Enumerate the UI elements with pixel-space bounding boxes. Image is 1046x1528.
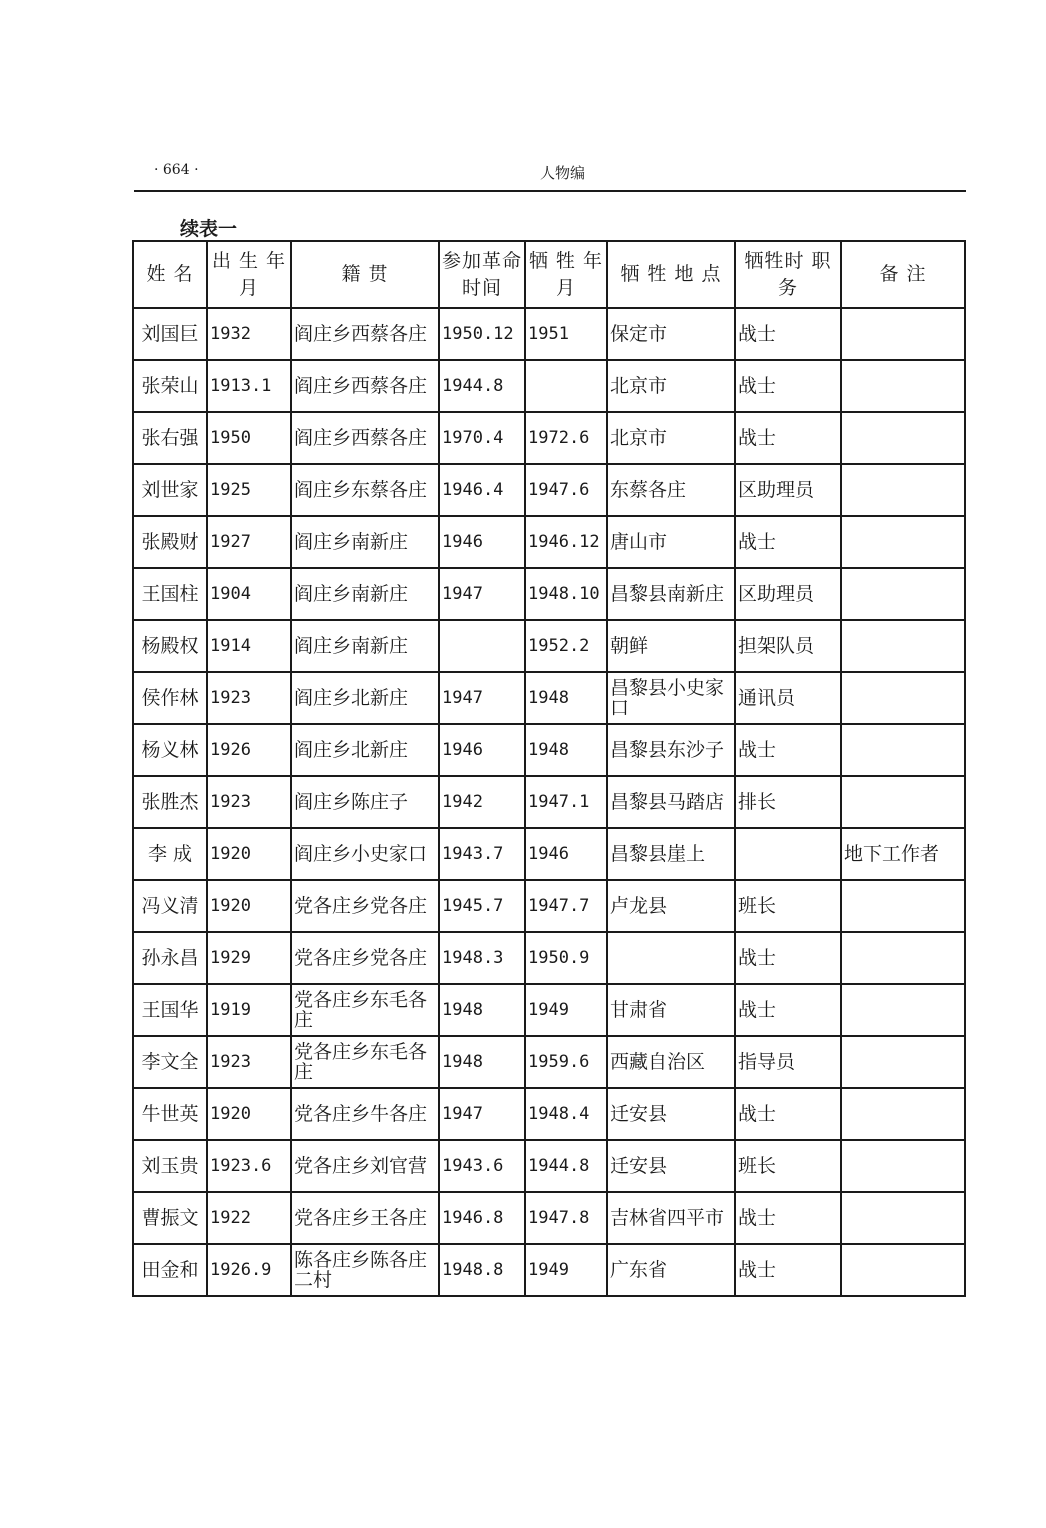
cell-death-date: 1947.7 — [525, 880, 607, 932]
cell-note — [841, 568, 965, 620]
cell-duty: 指导员 — [735, 1036, 841, 1088]
table-row — [133, 672, 965, 724]
table-row — [133, 984, 965, 1036]
cell-birth: 1923.6 — [207, 1140, 291, 1192]
cell-origin: 陈各庄乡陈各庄二村 — [291, 1244, 439, 1296]
cell-duty: 战士 — [735, 1244, 841, 1296]
cell-death-date: 1948 — [525, 672, 607, 724]
table-row — [133, 1244, 965, 1296]
cell-join-date: 1947 — [439, 1088, 525, 1140]
cell-duty: 战士 — [735, 308, 841, 360]
column-header-join-date: 参加革命时间 — [439, 241, 525, 308]
cell-origin: 阎庄乡南新庄 — [291, 620, 439, 672]
cell-duty: 战士 — [735, 360, 841, 412]
cell-death-date: 1947.1 — [525, 776, 607, 828]
cell-duty: 担架队员 — [735, 620, 841, 672]
cell-note — [841, 672, 965, 724]
cell-duty: 班长 — [735, 880, 841, 932]
table-row — [133, 880, 965, 932]
cell-death-place: 东蔡各庄 — [607, 464, 735, 516]
cell-note — [841, 308, 965, 360]
cell-note — [841, 932, 965, 984]
cell-death-place: 昌黎县东沙子 — [607, 724, 735, 776]
column-header-name: 姓 名 — [133, 241, 207, 308]
cell-name: 侯作林 — [133, 672, 207, 724]
cell-death-place: 北京市 — [607, 360, 735, 412]
cell-origin: 阎庄乡南新庄 — [291, 568, 439, 620]
table-row — [133, 1140, 965, 1192]
cell-death-date: 1959.6 — [525, 1036, 607, 1088]
column-header-duty: 牺牲时 职 务 — [735, 241, 841, 308]
cell-origin: 党各庄乡东毛各庄 — [291, 984, 439, 1036]
cell-death-place: 卢龙县 — [607, 880, 735, 932]
table-row — [133, 724, 965, 776]
cell-death-date: 1949 — [525, 1244, 607, 1296]
cell-origin: 阎庄乡小史家口 — [291, 828, 439, 880]
table-row — [133, 776, 965, 828]
cell-birth: 1922 — [207, 1192, 291, 1244]
cell-death-place: 迁安县 — [607, 1088, 735, 1140]
table-caption: 续表一 — [180, 218, 238, 240]
cell-birth: 1920 — [207, 880, 291, 932]
martyrs-table — [132, 240, 966, 1297]
cell-note — [841, 1088, 965, 1140]
cell-death-place: 昌黎县小史家口 — [607, 672, 735, 724]
cell-death-date: 1950.9 — [525, 932, 607, 984]
column-header-origin: 籍 贯 — [291, 241, 439, 308]
cell-birth: 1920 — [207, 1088, 291, 1140]
cell-origin: 阎庄乡南新庄 — [291, 516, 439, 568]
cell-name: 冯义清 — [133, 880, 207, 932]
cell-death-date — [525, 360, 607, 412]
cell-name: 王国华 — [133, 984, 207, 1036]
cell-name: 张右强 — [133, 412, 207, 464]
cell-duty: 战士 — [735, 1192, 841, 1244]
table-row — [133, 360, 965, 412]
cell-origin: 党各庄乡刘官营 — [291, 1140, 439, 1192]
cell-birth: 1913.1 — [207, 360, 291, 412]
column-header-death-place: 牺 牲 地 点 — [607, 241, 735, 308]
cell-name: 曹振文 — [133, 1192, 207, 1244]
cell-note — [841, 776, 965, 828]
cell-death-place: 保定市 — [607, 308, 735, 360]
cell-note — [841, 724, 965, 776]
cell-birth: 1926 — [207, 724, 291, 776]
table-header-row — [133, 241, 965, 308]
cell-duty: 区助理员 — [735, 464, 841, 516]
cell-birth: 1932 — [207, 308, 291, 360]
cell-birth: 1920 — [207, 828, 291, 880]
column-header-death-date: 牺 牲 年 月 — [525, 241, 607, 308]
cell-join-date: 1950.12 — [439, 308, 525, 360]
table-row — [133, 464, 965, 516]
cell-death-date: 1946.12 — [525, 516, 607, 568]
cell-death-date: 1951 — [525, 308, 607, 360]
cell-origin: 党各庄乡党各庄 — [291, 932, 439, 984]
cell-birth: 1925 — [207, 464, 291, 516]
cell-join-date: 1943.6 — [439, 1140, 525, 1192]
cell-name: 李 成 — [133, 828, 207, 880]
cell-join-date: 1945.7 — [439, 880, 525, 932]
header-rule — [134, 190, 966, 192]
cell-origin: 阎庄乡西蔡各庄 — [291, 360, 439, 412]
cell-death-place: 西藏自治区 — [607, 1036, 735, 1088]
cell-name: 刘世家 — [133, 464, 207, 516]
cell-birth: 1923 — [207, 1036, 291, 1088]
cell-death-place: 昌黎县南新庄 — [607, 568, 735, 620]
cell-note — [841, 1140, 965, 1192]
cell-death-date: 1952.2 — [525, 620, 607, 672]
cell-note — [841, 516, 965, 568]
cell-name: 王国柱 — [133, 568, 207, 620]
table-row — [133, 516, 965, 568]
table-row — [133, 1088, 965, 1140]
cell-death-place: 朝鲜 — [607, 620, 735, 672]
cell-name: 杨义林 — [133, 724, 207, 776]
cell-duty: 区助理员 — [735, 568, 841, 620]
cell-join-date: 1948.3 — [439, 932, 525, 984]
cell-origin: 阎庄乡西蔡各庄 — [291, 412, 439, 464]
cell-name: 杨殿权 — [133, 620, 207, 672]
cell-name: 牛世英 — [133, 1088, 207, 1140]
cell-death-date: 1948.10 — [525, 568, 607, 620]
cell-death-place: 昌黎县崖上 — [607, 828, 735, 880]
cell-join-date: 1944.8 — [439, 360, 525, 412]
cell-birth: 1926.9 — [207, 1244, 291, 1296]
cell-note — [841, 880, 965, 932]
cell-name: 李文全 — [133, 1036, 207, 1088]
cell-death-date: 1947.6 — [525, 464, 607, 516]
cell-death-place: 甘肃省 — [607, 984, 735, 1036]
cell-name: 刘玉贵 — [133, 1140, 207, 1192]
cell-death-date: 1946 — [525, 828, 607, 880]
cell-note — [841, 620, 965, 672]
cell-death-place: 唐山市 — [607, 516, 735, 568]
cell-origin: 阎庄乡东蔡各庄 — [291, 464, 439, 516]
cell-join-date: 1948 — [439, 984, 525, 1036]
cell-death-date: 1948 — [525, 724, 607, 776]
cell-death-place: 广东省 — [607, 1244, 735, 1296]
cell-birth: 1927 — [207, 516, 291, 568]
cell-note — [841, 984, 965, 1036]
cell-birth: 1919 — [207, 984, 291, 1036]
cell-origin: 阎庄乡陈庄子 — [291, 776, 439, 828]
cell-death-date: 1948.4 — [525, 1088, 607, 1140]
cell-duty: 战士 — [735, 516, 841, 568]
cell-name: 张荣山 — [133, 360, 207, 412]
cell-death-place: 昌黎县马踏店 — [607, 776, 735, 828]
cell-origin: 党各庄乡王各庄 — [291, 1192, 439, 1244]
cell-birth: 1950 — [207, 412, 291, 464]
table-body — [133, 308, 965, 1296]
cell-join-date: 1946.4 — [439, 464, 525, 516]
cell-join-date: 1946 — [439, 724, 525, 776]
cell-join-date: 1970.4 — [439, 412, 525, 464]
cell-origin: 党各庄乡党各庄 — [291, 880, 439, 932]
cell-death-place: 迁安县 — [607, 1140, 735, 1192]
cell-duty: 战士 — [735, 984, 841, 1036]
cell-name: 张殿财 — [133, 516, 207, 568]
cell-birth: 1904 — [207, 568, 291, 620]
cell-join-date: 1947 — [439, 672, 525, 724]
cell-death-date: 1944.8 — [525, 1140, 607, 1192]
cell-join-date: 1947 — [439, 568, 525, 620]
cell-join-date — [439, 620, 525, 672]
table-row — [133, 1036, 965, 1088]
section-title: 人物编 — [540, 164, 586, 182]
cell-death-date: 1947.8 — [525, 1192, 607, 1244]
cell-note: 地下工作者 — [841, 828, 965, 880]
cell-note — [841, 1192, 965, 1244]
cell-note — [841, 412, 965, 464]
cell-duty: 排长 — [735, 776, 841, 828]
cell-name: 孙永昌 — [133, 932, 207, 984]
column-header-note: 备 注 — [841, 241, 965, 308]
page-number: · 664 · — [154, 162, 199, 178]
cell-origin: 党各庄乡牛各庄 — [291, 1088, 439, 1140]
cell-origin: 党各庄乡东毛各庄 — [291, 1036, 439, 1088]
cell-join-date: 1948.8 — [439, 1244, 525, 1296]
table-row — [133, 1192, 965, 1244]
cell-duty: 战士 — [735, 932, 841, 984]
cell-death-date: 1972.6 — [525, 412, 607, 464]
cell-name: 刘国巨 — [133, 308, 207, 360]
table-row — [133, 620, 965, 672]
cell-death-place: 北京市 — [607, 412, 735, 464]
cell-join-date: 1946 — [439, 516, 525, 568]
cell-death-place — [607, 932, 735, 984]
cell-duty: 战士 — [735, 724, 841, 776]
cell-join-date: 1948 — [439, 1036, 525, 1088]
cell-death-date: 1949 — [525, 984, 607, 1036]
cell-duty — [735, 828, 841, 880]
cell-death-place: 吉林省四平市 — [607, 1192, 735, 1244]
cell-join-date: 1946.8 — [439, 1192, 525, 1244]
cell-origin: 阎庄乡北新庄 — [291, 724, 439, 776]
cell-note — [841, 464, 965, 516]
cell-origin: 阎庄乡北新庄 — [291, 672, 439, 724]
cell-origin: 阎庄乡西蔡各庄 — [291, 308, 439, 360]
cell-duty: 班长 — [735, 1140, 841, 1192]
cell-note — [841, 360, 965, 412]
cell-name: 张胜杰 — [133, 776, 207, 828]
table-row — [133, 932, 965, 984]
cell-name: 田金和 — [133, 1244, 207, 1296]
cell-duty: 战士 — [735, 412, 841, 464]
cell-duty: 战士 — [735, 1088, 841, 1140]
table-row — [133, 412, 965, 464]
cell-join-date: 1943.7 — [439, 828, 525, 880]
column-header-birth: 出 生 年 月 — [207, 241, 291, 308]
cell-join-date: 1942 — [439, 776, 525, 828]
cell-birth: 1914 — [207, 620, 291, 672]
cell-birth: 1929 — [207, 932, 291, 984]
cell-note — [841, 1036, 965, 1088]
cell-birth: 1923 — [207, 672, 291, 724]
cell-duty: 通讯员 — [735, 672, 841, 724]
table-row — [133, 568, 965, 620]
table-row — [133, 828, 965, 880]
cell-birth: 1923 — [207, 776, 291, 828]
cell-note — [841, 1244, 965, 1296]
table-row — [133, 308, 965, 360]
